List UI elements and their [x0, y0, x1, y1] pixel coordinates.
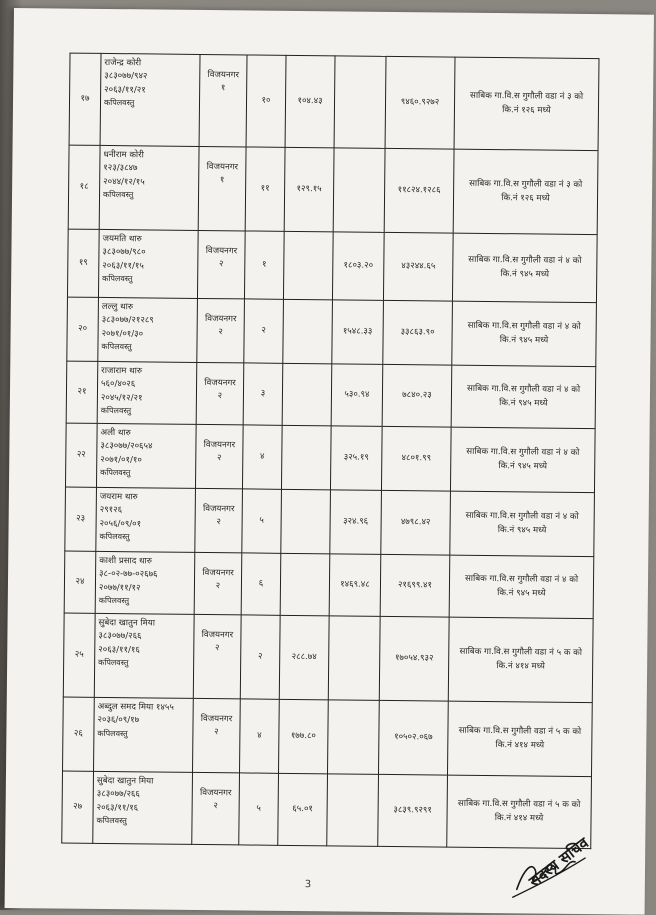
- area-column-1-cell: १७७.८०: [279, 699, 329, 774]
- remarks-line-1: साबिक गा.वि.स गुगौली वडा नं ५ क को: [458, 725, 582, 738]
- remarks-line-2: कि.नं ९४५ मध्ये: [499, 334, 549, 346]
- table-row: [68, 145, 598, 235]
- ward-number-cell: १०: [246, 55, 286, 147]
- village-cell: [198, 146, 246, 230]
- area-column-1-cell: ६५.०१: [278, 773, 328, 846]
- remarks-cell: [450, 427, 595, 493]
- land-records-body: [62, 53, 599, 848]
- owner-name: अली थारु: [100, 427, 131, 439]
- ward-number-cell: ५: [242, 489, 282, 553]
- certificate-number: १२३/३८४७: [103, 163, 138, 174]
- owner-cell: [98, 229, 198, 298]
- village-name: विजयनगर: [202, 504, 235, 515]
- table-row: [69, 53, 599, 151]
- district-name: कपिलवस्तु: [98, 595, 130, 606]
- certificate-number: ३८३०७७/२१२८९: [101, 315, 154, 326]
- village-cell: [193, 698, 241, 772]
- serial-number-cell: २६: [63, 697, 95, 771]
- owner-name: जयमति थारु: [102, 233, 142, 245]
- area-column-3-cell: ७८४०.२३: [382, 364, 452, 427]
- serial-number-cell: २४: [64, 551, 96, 613]
- remarks-cell: [451, 365, 596, 429]
- remarks-cell: [453, 149, 598, 235]
- village-ward: २: [217, 391, 223, 402]
- area-column-1-cell: [283, 299, 333, 364]
- district-name: कपिलवस्तु: [99, 531, 130, 542]
- village-cell: [197, 298, 245, 362]
- district-name: कपिलवस्तु: [100, 467, 131, 478]
- owner-cell: [93, 771, 193, 844]
- village-ward: २: [213, 801, 218, 812]
- village-cell: [195, 488, 243, 552]
- remarks-line-2: कि.नं ४१४ मध्ये: [494, 812, 544, 824]
- owner-name: काशी प्रसाद थारु: [99, 555, 152, 567]
- serial-number-cell: १८: [68, 145, 100, 229]
- remarks-cell: [447, 701, 592, 777]
- village-cell: [199, 54, 247, 146]
- ward-number-cell: २: [244, 299, 284, 363]
- certificate-date: २०७१/०१/३०: [101, 328, 144, 339]
- village-cell: [192, 772, 240, 844]
- area-column-3-cell: ४८०१.९९: [381, 426, 451, 491]
- certificate-number: ३८३०७७/९४२: [104, 71, 148, 82]
- owner-cell: [94, 697, 194, 772]
- serial-number-cell: १७: [69, 53, 101, 145]
- village-name: विजयनगर: [202, 568, 234, 579]
- certificate-number: ५६०/४०२६: [101, 379, 136, 390]
- remarks-cell: [449, 555, 594, 619]
- village-ward: २: [218, 327, 223, 338]
- certificate-date: २०४४/१२/१५: [103, 176, 145, 188]
- remarks-cell: [454, 57, 599, 151]
- serial-number-cell: १९: [67, 229, 99, 297]
- remarks-line-1: साबिक गा.वि.स गुगौली वडा नं ४ को: [465, 510, 579, 523]
- certificate-date: २०६३/११/१६: [98, 644, 140, 655]
- district-name: कपिलवस्तु: [100, 405, 132, 416]
- owner-cell: [96, 487, 196, 552]
- village-name: विजयनगर: [206, 162, 239, 173]
- owner-name: सुबेदा खातुन मिया: [96, 775, 154, 787]
- certificate-number: ३८-०२-७७-०२६७६: [99, 569, 158, 580]
- owner-name: जयराम थारु: [99, 491, 138, 503]
- village-ward: २: [216, 453, 222, 464]
- ward-number-cell: ११: [245, 147, 285, 231]
- certificate-number: ३८३०७७/२०६५४: [100, 441, 153, 452]
- table-row: [64, 551, 594, 619]
- serial-number-cell: २७: [62, 771, 94, 843]
- district-name: कपिलवस्तु: [101, 341, 132, 352]
- area-column-1-cell: [283, 231, 333, 300]
- remarks-line-1: साबिक गा.वि.स गुगौली वडा नं ५ क को: [459, 646, 583, 659]
- village-name: विजयनगर: [207, 70, 240, 81]
- area-column-3-cell: १०५०२.०६७: [378, 700, 448, 775]
- ward-number-cell: ५: [239, 773, 279, 845]
- certificate-date: २०६३/११/१५: [102, 260, 144, 271]
- document-page: [5, 8, 654, 915]
- village-name: विजयनगर: [203, 440, 236, 451]
- ward-number-cell: ४: [242, 425, 282, 489]
- serial-number-cell: २१: [66, 361, 98, 423]
- owner-cell: [97, 361, 197, 424]
- remarks-line-1: साबिक गा.वि.स गुगौली वडा नं ३ को: [469, 90, 584, 103]
- village-ward: २: [219, 259, 224, 270]
- area-column-3-cell: २१६९९.४१: [380, 554, 450, 617]
- table-row: [67, 297, 597, 367]
- area-column-2-cell: १८०३.२०: [332, 232, 384, 301]
- village-name: विजयनगर: [204, 314, 237, 325]
- village-ward: २: [215, 581, 221, 592]
- owner-name: अब्दुल समद मिया १४५५: [97, 701, 174, 713]
- remarks-line-1: साबिक गा.वि.स गुगौली वडा नं ४ को: [464, 573, 579, 586]
- village-name: विजयनगर: [204, 378, 236, 389]
- area-column-2-cell: ३२४.९६: [330, 490, 382, 555]
- remarks-line-1: साबिक गा.वि.स गुगौली वडा नं ४ को: [467, 320, 581, 333]
- district-name: कपिलवस्तु: [97, 728, 128, 738]
- remarks-line-1: साबिक गा.वि.स गुगौली वडा नं ४ को: [466, 383, 581, 396]
- village-cell: [197, 230, 245, 298]
- area-column-1-cell: १२९.१५: [284, 147, 334, 232]
- page-number: 3: [304, 879, 312, 891]
- remarks-line-2: कि.नं ९४५ मध्ये: [498, 460, 548, 472]
- remarks-line-1: साबिक गा.वि.स गुगौली वडा नं ३ को: [469, 178, 583, 191]
- village-cell: [196, 362, 244, 424]
- table-row: [65, 423, 595, 493]
- area-column-2-cell: १५४८.३३: [332, 300, 384, 365]
- certificate-date: २०३६/०९/१७: [97, 715, 140, 726]
- remarks-line-2: कि.नं ९४५ मध्ये: [497, 587, 546, 599]
- table-row: [63, 613, 593, 703]
- village-ward: १: [220, 83, 226, 94]
- area-column-3-cell: १७०५४.९३२: [379, 616, 449, 701]
- village-name: विजयनगर: [205, 246, 238, 257]
- area-column-3-cell: ४३२४४.६५: [383, 232, 453, 301]
- owner-cell: [94, 613, 194, 698]
- certificate-date: २०६३/११/२१: [104, 84, 146, 96]
- remarks-cell: [448, 617, 593, 703]
- village-ward: २: [216, 517, 221, 528]
- village-cell: [194, 552, 242, 614]
- area-column-1-cell: २८८.७४: [279, 615, 329, 700]
- serial-number-cell: २३: [65, 487, 97, 551]
- area-column-1-cell: १०४.४३: [285, 55, 335, 148]
- village-cell: [193, 614, 241, 698]
- remarks-line-2: कि.नं ४१४ मध्ये: [496, 660, 545, 672]
- certificate-date: २०५६/०९/०१: [99, 518, 142, 529]
- stamp-title: सदस्य सचिव: [525, 833, 592, 891]
- serial-number-cell: २०: [67, 297, 99, 361]
- area-column-1-cell: [281, 425, 331, 490]
- certificate-number: ३८३०७७/९८०: [102, 247, 146, 258]
- remarks-cell: [450, 491, 595, 557]
- ward-number-cell: ४: [240, 699, 280, 773]
- serial-number-cell: २५: [63, 613, 95, 697]
- ward-number-cell: ३: [243, 363, 283, 425]
- land-records-table: [61, 53, 599, 850]
- area-column-2-cell: १४६९.४८: [329, 554, 381, 617]
- area-column-3-cell: ९४६०.९२७२: [385, 56, 455, 149]
- owner-cell: [100, 53, 200, 146]
- village-name: विजयनगर: [201, 630, 234, 641]
- remarks-cell: [452, 301, 597, 367]
- table-row: [66, 361, 596, 429]
- owner-cell: [99, 145, 199, 230]
- area-column-2-cell: [327, 700, 379, 775]
- village-name: विजयनगर: [199, 787, 232, 799]
- remarks-line-1: साबिक गा.वि.स गुगौली वडा नं ४ को: [468, 254, 582, 267]
- area-column-2-cell: [328, 616, 380, 701]
- owner-cell: [98, 297, 198, 362]
- table-row: [63, 697, 593, 777]
- remarks-line-2: कि.नं १२६ मध्ये: [501, 192, 550, 204]
- remarks-line-2: कि.नं ४१४ मध्ये: [495, 739, 545, 751]
- ward-number-cell: ६: [241, 553, 281, 615]
- district-name: कपिलवस्तु: [96, 815, 127, 826]
- owner-name: लल्लु थारु: [101, 301, 134, 313]
- area-column-1-cell: [280, 553, 330, 616]
- certificate-date: २०७७/११/१२: [98, 582, 141, 593]
- area-column-2-cell: [327, 774, 379, 847]
- village-ward: २: [214, 727, 219, 738]
- area-column-2-cell: ३२५.१९: [330, 426, 382, 491]
- owner-name: सुबेदा खातुन मिया: [98, 617, 156, 629]
- area-column-3-cell: ३३८६३.९०: [383, 300, 453, 365]
- certificate-date: २०६३/११/१६: [96, 802, 139, 813]
- remarks-line-1: साबिक गा.वि.स गुगौली वडा नं ४ को: [466, 446, 580, 459]
- ward-number-cell: १: [244, 231, 284, 299]
- owner-name: राजाराम थारु: [101, 365, 143, 377]
- table-row: [67, 229, 597, 303]
- table-row: [65, 487, 595, 557]
- village-name: विजयनगर: [200, 713, 233, 725]
- certificate-number: २९१२६: [99, 505, 123, 516]
- area-column-1-cell: [281, 489, 331, 554]
- remarks-line-2: कि.नं ९४५ मध्ये: [499, 397, 548, 409]
- district-name: कपिलवस्तु: [103, 97, 135, 108]
- area-column-2-cell: ५३०.९४: [331, 364, 383, 427]
- district-name: कपिलवस्तु: [102, 273, 133, 284]
- certificate-date: २०४५/१२/२१: [100, 392, 143, 403]
- remarks-line-2: कि.नं ९४५ मध्ये: [500, 268, 550, 280]
- area-column-3-cell: ११८२४.१२८६: [384, 148, 454, 233]
- certificate-number: ३८३०७७/२६६: [98, 631, 142, 642]
- ward-number-cell: २: [240, 615, 280, 699]
- village-cell: [195, 424, 243, 488]
- owner-name: राजेन्द्र कोरी: [104, 57, 142, 69]
- owner-cell: [96, 423, 196, 488]
- remarks-line-2: कि.नं १२६ मध्ये: [502, 104, 551, 116]
- certificate-date: २०७१/०१/१०: [100, 454, 142, 465]
- owner-name: धनीराम कोरी: [103, 149, 144, 161]
- remarks-cell: [452, 233, 597, 303]
- remarks-line-2: कि.नं ९४५ मध्ये: [497, 524, 547, 536]
- owner-cell: [95, 551, 195, 614]
- certificate-number: ३८३०७७/२६६: [96, 789, 140, 800]
- area-column-2-cell: [333, 148, 385, 233]
- serial-number-cell: २२: [65, 423, 97, 487]
- district-name: कपिलवस्तु: [103, 189, 134, 200]
- area-column-1-cell: [282, 363, 332, 426]
- remarks-line-1: साबिक गा.वि.स गुगौली वडा नं ५ क को: [457, 798, 581, 811]
- district-name: कपिलवस्तु: [98, 657, 129, 668]
- village-ward: २: [215, 643, 220, 654]
- area-column-2-cell: [334, 56, 386, 149]
- village-ward: १: [219, 175, 225, 186]
- area-column-3-cell: ३८३९.९२९१: [378, 774, 448, 847]
- area-column-3-cell: ४७९८.४२: [381, 490, 451, 555]
